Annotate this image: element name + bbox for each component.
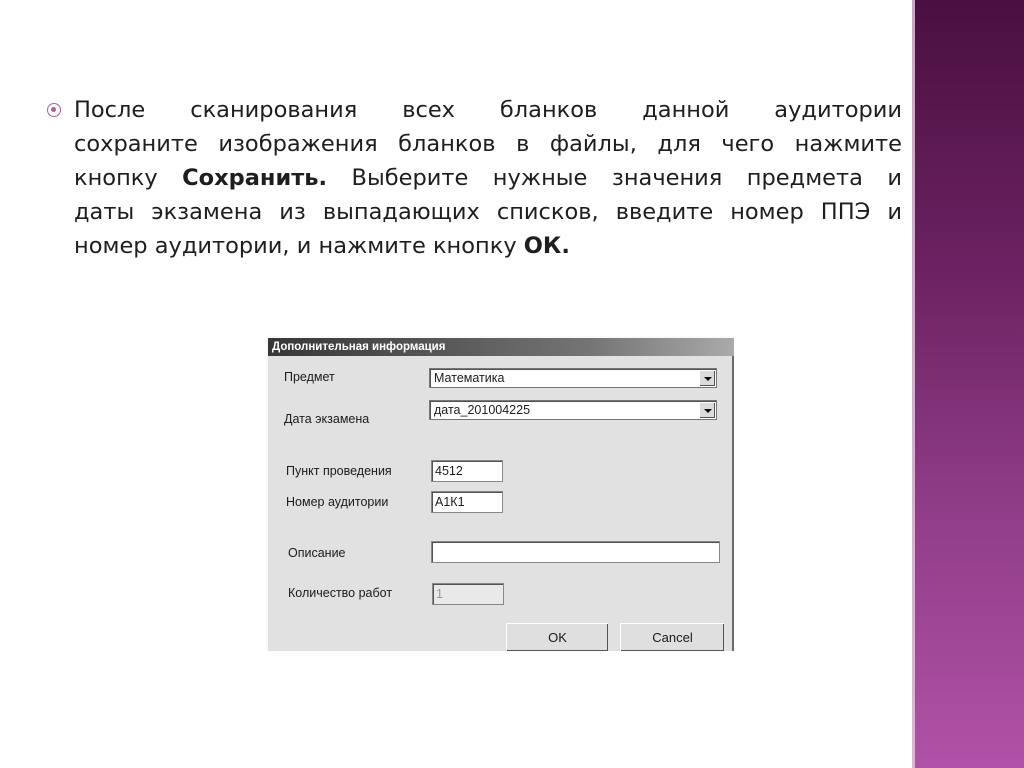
decorative-side-band [912,0,1024,768]
line-text: Выберите нужные значения предмета и [327,165,902,191]
paragraph-line: После сканирования всех бланков данной аудитории [74,97,902,123]
chevron-down-icon[interactable] [699,370,715,386]
paragraph-line: сохраните изображения бланков в файлы, для чего нажмите [74,131,902,157]
count-label: Количество работ [288,586,393,600]
paragraph-line: даты экзамена из выпадающих списков, введите номер ППЭ и [74,199,902,225]
room-label: Номер аудитории [286,495,389,509]
exam-date-value: дата_201004225 [434,403,531,417]
ok-keyword: ОК. [523,233,570,259]
subject-select[interactable] [429,368,717,388]
description-label: Описание [288,546,346,560]
line-text: номер аудитории, и нажмите кнопку [74,233,524,259]
chevron-down-icon[interactable] [699,402,715,418]
paragraph-line [74,161,902,195]
line-text: кнопку [74,165,183,191]
save-keyword: Сохранить. [182,165,328,191]
exam-date-select[interactable] [429,400,717,420]
subject-label: Предмет [284,370,335,384]
bullet-icon [47,103,61,117]
point-label: Пункт проведения [286,464,392,478]
dialog-title: Дополнительная информация [268,338,734,356]
description-input[interactable] [431,541,720,563]
instruction-paragraph [74,93,902,263]
subject-value: Математика [434,371,505,385]
room-input[interactable]: А1К1 [431,491,503,513]
paragraph-line [74,229,902,263]
point-input[interactable]: 4512 [431,460,503,482]
exam-date-label: Дата экзамена [284,412,370,426]
additional-info-dialog [266,336,734,651]
count-input: 1 [432,583,504,605]
cancel-button[interactable]: Cancel [620,623,724,651]
ok-button[interactable]: OK [506,623,608,651]
